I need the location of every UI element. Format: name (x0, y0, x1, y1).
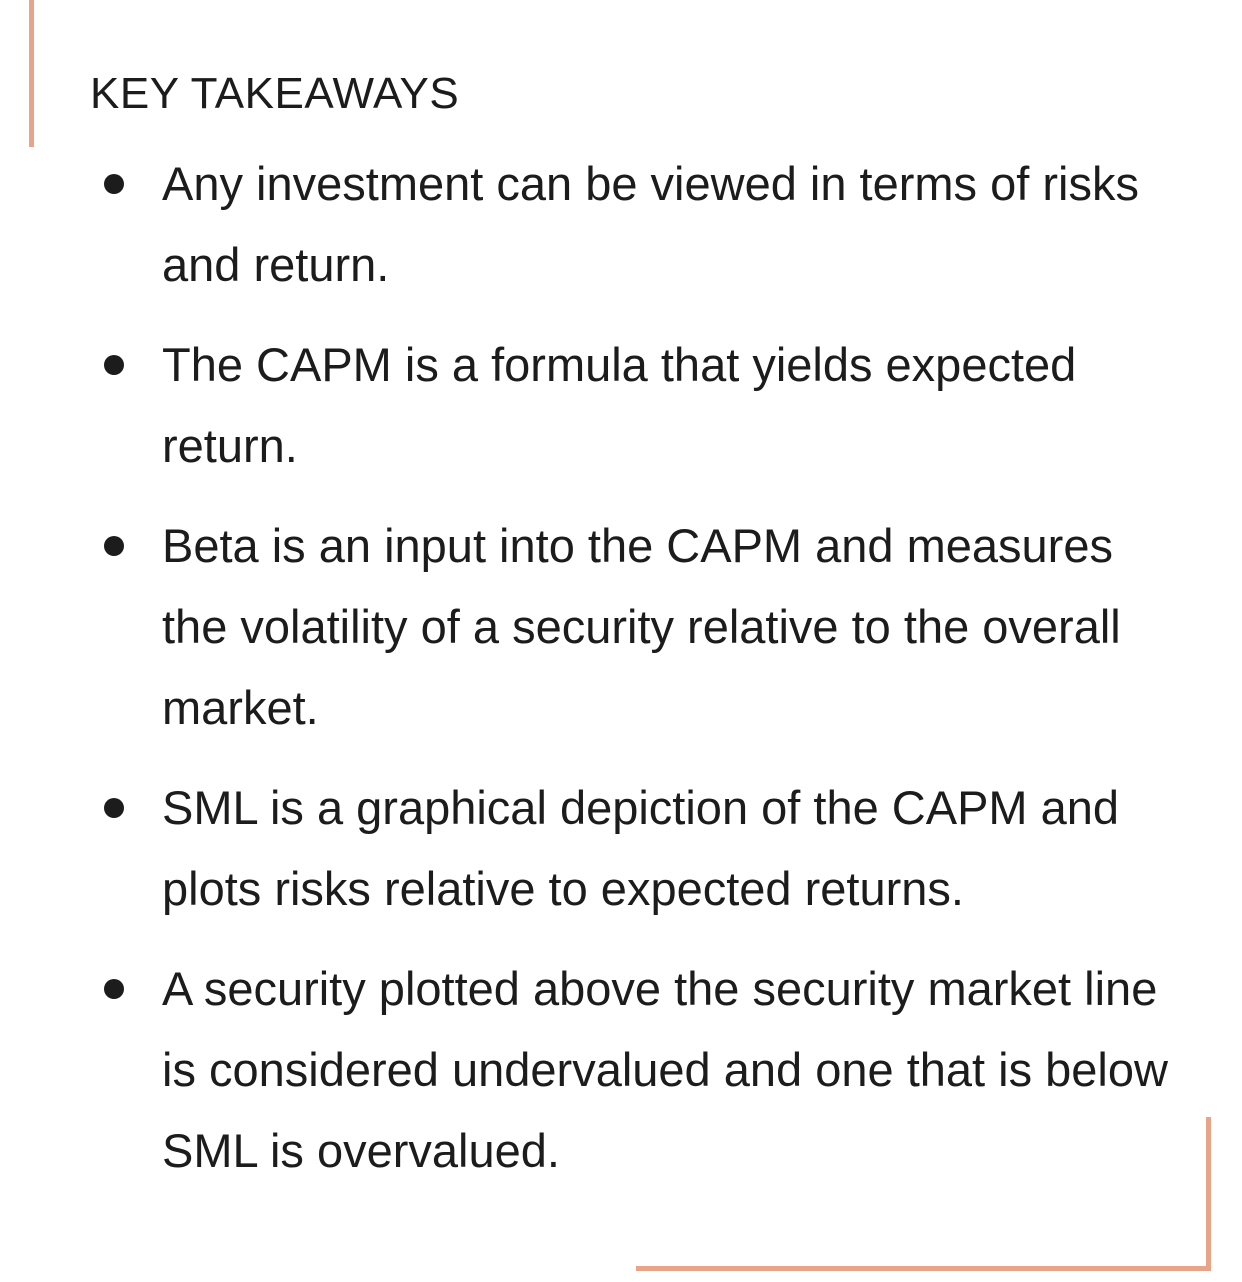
bullet-icon (104, 798, 124, 818)
bullet-icon (104, 536, 124, 556)
takeaway-text: The CAPM is a formula that yields expected return. (162, 338, 1077, 472)
takeaway-item (100, 143, 1170, 305)
section-heading: KEY TAKEAWAYS (90, 69, 460, 118)
accent-border-right (1206, 1117, 1211, 1271)
takeaway-text: A security plotted above the security market line is considered undervalued and one that is below SML is overvalued. (162, 962, 1168, 1177)
takeaway-text: SML is a graphical depiction of the CAPM and plots risks relative to expected returns. (162, 781, 1120, 915)
accent-border-top-left (29, 0, 34, 147)
takeaways-list (100, 143, 1170, 1210)
takeaway-text: Any investment can be viewed in terms of risks and return. (162, 157, 1139, 291)
takeaway-item (100, 505, 1170, 748)
takeaway-item (100, 948, 1170, 1191)
bullet-icon (104, 174, 124, 194)
accent-border-bottom (636, 1266, 1211, 1271)
takeaway-item (100, 324, 1170, 486)
takeaway-text: Beta is an input into the CAPM and measures the volatility of a security relative to the overall market. (162, 519, 1121, 734)
bullet-icon (104, 979, 124, 999)
bullet-icon (104, 355, 124, 375)
takeaway-item (100, 767, 1170, 929)
